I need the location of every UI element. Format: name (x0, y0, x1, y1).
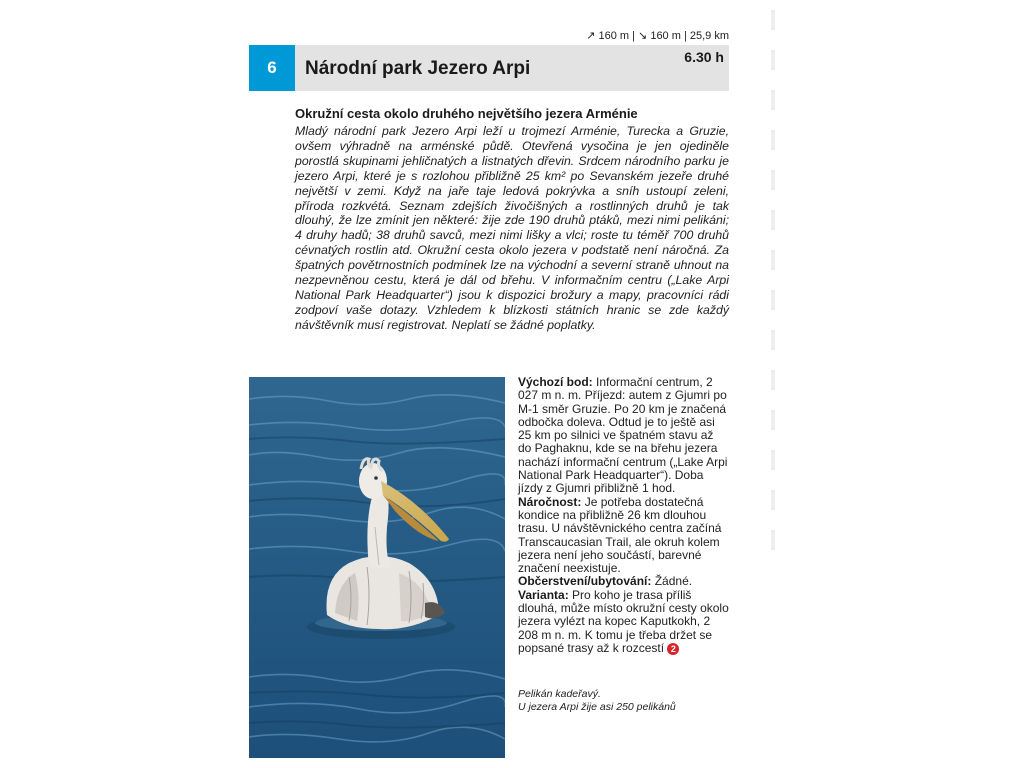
intro-paragraph: Mladý národní park Jezero Arpi leží u trojmezí Arménie, Turecka a Gruzie, ovšem výhradně na arménské půdě. Otevřená vysočina je jen ojediněle porostlá skupinami jehličnatých a listnatých dřevin. Srdcem národního parku je jezero Arpi, které je s rozlohou přibližně 25 km² po Sevanském jezeře druhé největší v zemi. Když na jaře taje ledová pokrývka a sníh ustoupí zeleni, příroda rozkvétá. Seznam zdejších živočišných a rostlinných druhů je tak dlouhý, že lze zmínit jen některé: žije zde 190 druhů ptáků, mezi nimi pelikáni; 4 druhy hadů; 38 druhů savců, mezi nimi lišky a vlci; roste tu téměř 700 druhů cévnatých rostlin atd. Okružní cesta okolo jezera v podstatě není náročná. Za špatných povětrnostních podmínek lze na východní a severní straně uhnout na nezpevněnou cestu, která je dál od břehu. V informačním centru („Lake Arpi National Park Headquarter“) jsou k dispozici brožury a mapy, pracovníci rádi zodpoví vaše dotazy. Vzhledem k blízkosti státních hranic se zde každý návštěvník musí registrovat. Neplatí se žádné poplatky. (295, 124, 729, 332)
start-point-text: Informační centrum, 2 027 m n. m. Příjezd: autem z Gjumri po M-1 směr Gruzie. Po 20 km je značená odbočka doleva. Odtud je to ještě asi 25 km po silnici ve špatném stavu až do Paghaknu, kde se na břehu jezera nachází informační centrum („Lake Arpi National Park Headquarter“). Doba jízdy z Gjumri přibližně 1 hod. (518, 375, 728, 496)
tour-subtitle: Okružní cesta okolo druhého největšího jezera Arménie (295, 106, 638, 121)
difficulty-item (518, 496, 730, 576)
page-edge-decoration (771, 10, 775, 560)
difficulty-text: Je potřeba dostatečná kondice na přibližně 26 km dlouhou trasu. U návštěvnického centra začíná Transcaucasian Trail, ale okruh kolem jezera není jeho součástí, barevné značení neexistuje. (518, 494, 722, 576)
food-accommodation-item (518, 575, 730, 588)
pelican-illustration (249, 377, 505, 758)
difficulty-label: Náročnost: (518, 494, 582, 509)
variant-item (518, 589, 730, 655)
variant-text: Pro koho je trasa příliš dlouhá, může místo okružní cesty okolo jezera vylézt na kopec Kaputkokh, 2 208 m n. m. K tomu je třeba držet se popsané trasy až k rozcestí (518, 587, 729, 655)
start-point-item (518, 376, 730, 496)
waypoint-badge: 2 (667, 643, 679, 655)
start-point-label: Výchozí bod: (518, 375, 593, 389)
tour-duration: 6.30 h (684, 49, 724, 65)
caption-line-1: Pelikán kadeřavý. (518, 688, 601, 700)
food-accommodation-label: Občerstvení/ubytování: (518, 574, 652, 589)
food-accommodation-text: Žádné. (654, 574, 693, 589)
pelican-photo (249, 377, 505, 758)
tour-number-badge: 6 (249, 45, 295, 91)
variant-label: Varianta: (518, 587, 569, 602)
caption-line-2: U jezera Arpi žije asi 250 pelikánů (518, 701, 676, 713)
tour-title: Národní park Jezero Arpi (305, 58, 531, 79)
photo-caption (518, 688, 738, 714)
tour-info-box (518, 376, 730, 655)
route-stats: ↗ 160 m | ↘ 160 m | 25,9 km (586, 30, 729, 42)
